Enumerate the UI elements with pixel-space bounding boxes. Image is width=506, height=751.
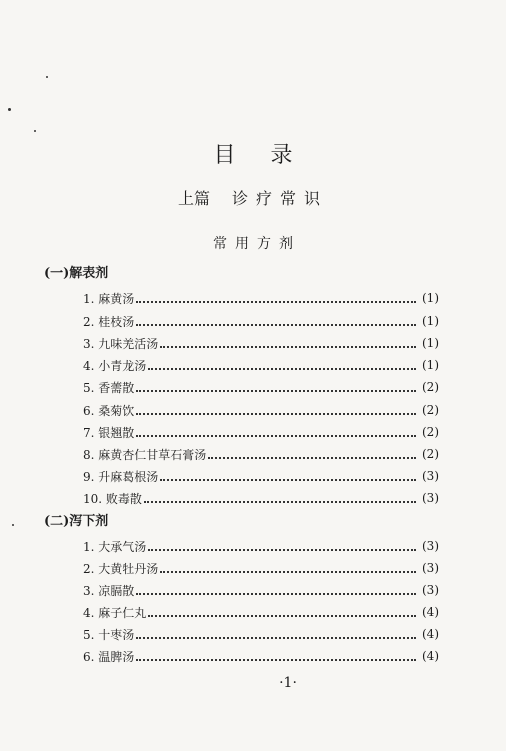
group-heading: (一)解表剂 — [44, 266, 109, 281]
toc-entry[interactable] — [83, 558, 439, 578]
entry-label: 1. 麻黄汤 — [83, 291, 135, 306]
toc-entry[interactable] — [83, 466, 439, 486]
entry-label: 3. 九味羌活汤 — [83, 336, 159, 351]
entry-label: 8. 麻黄杏仁甘草石膏汤 — [83, 447, 207, 462]
page-title: 目 录 — [213, 143, 307, 168]
entry-label: 1. 大承气汤 — [83, 539, 147, 554]
leader-dots — [136, 434, 416, 437]
entry-page: (2) — [422, 380, 439, 394]
entry-page: (4) — [422, 649, 439, 663]
toc-entry[interactable] — [83, 646, 439, 666]
leader-dots — [136, 636, 416, 639]
toc-entry[interactable] — [83, 288, 439, 308]
leader-dots — [136, 592, 416, 595]
leader-dots — [136, 300, 416, 303]
entry-page: (3) — [422, 561, 439, 575]
group-heading: (二)泻下剂 — [44, 514, 109, 529]
entry-label: 2. 大黄牡丹汤 — [83, 561, 159, 576]
entry-page: (1) — [422, 358, 439, 372]
toc-entry[interactable] — [83, 624, 439, 644]
section-title: 常用方剂 — [213, 236, 301, 252]
scan-speck — [8, 108, 11, 111]
leader-dots — [148, 367, 416, 370]
toc-entry[interactable] — [83, 400, 439, 420]
toc-entry[interactable] — [83, 602, 439, 622]
entry-page: (1) — [422, 336, 439, 350]
entry-page: (4) — [422, 627, 439, 641]
part-heading — [0, 186, 506, 209]
toc-entry[interactable] — [83, 536, 439, 556]
toc-entry[interactable] — [83, 333, 439, 353]
leader-dots — [136, 658, 416, 661]
entry-label: 5. 十枣汤 — [83, 627, 135, 642]
leader-dots — [148, 614, 416, 617]
scan-speck — [46, 76, 48, 78]
toc-entry[interactable] — [83, 488, 439, 508]
leader-dots — [160, 345, 416, 348]
leader-dots — [148, 548, 416, 551]
toc-entry[interactable] — [83, 422, 439, 442]
entry-page: (3) — [422, 469, 439, 483]
toc-entry[interactable] — [83, 444, 439, 464]
entry-label: 7. 银翘散 — [83, 425, 135, 440]
leader-dots — [136, 323, 416, 326]
leader-dots — [160, 478, 416, 481]
entry-label: 4. 小青龙汤 — [83, 358, 147, 373]
scan-speck — [34, 130, 36, 132]
entry-page: (2) — [422, 447, 439, 461]
part-name: 上篇 — [177, 189, 210, 208]
entry-page: (3) — [422, 491, 439, 505]
toc-entry[interactable] — [83, 580, 439, 600]
entry-label: 5. 香薷散 — [83, 380, 135, 395]
entry-page: (2) — [422, 403, 439, 417]
entry-page: (2) — [422, 425, 439, 439]
leader-dots — [136, 389, 416, 392]
entry-label: 10. 败毒散 — [83, 491, 142, 506]
page-number: ·1· — [279, 675, 297, 691]
leader-dots — [208, 456, 416, 459]
entry-page: (4) — [422, 605, 439, 619]
toc-entry[interactable] — [83, 377, 439, 397]
leader-dots — [136, 412, 416, 415]
entry-page: (1) — [422, 314, 439, 328]
scan-speck — [12, 524, 14, 526]
entry-label: 6. 温脾汤 — [83, 649, 135, 664]
entry-page: (3) — [422, 583, 439, 597]
entry-page: (1) — [422, 291, 439, 305]
entry-label: 3. 凉膈散 — [83, 583, 135, 598]
toc-entry[interactable] — [83, 311, 439, 331]
entry-page: (3) — [422, 539, 439, 553]
entry-label: 9. 升麻葛根汤 — [83, 469, 159, 484]
entry-label: 6. 桑菊饮 — [83, 403, 135, 418]
entry-label: 2. 桂枝汤 — [83, 314, 135, 329]
entry-label: 4. 麻子仁丸 — [83, 605, 147, 620]
leader-dots — [160, 570, 416, 573]
leader-dots — [144, 500, 416, 503]
part-topic: 诊疗常识 — [232, 189, 329, 208]
toc-entry[interactable] — [83, 355, 439, 375]
